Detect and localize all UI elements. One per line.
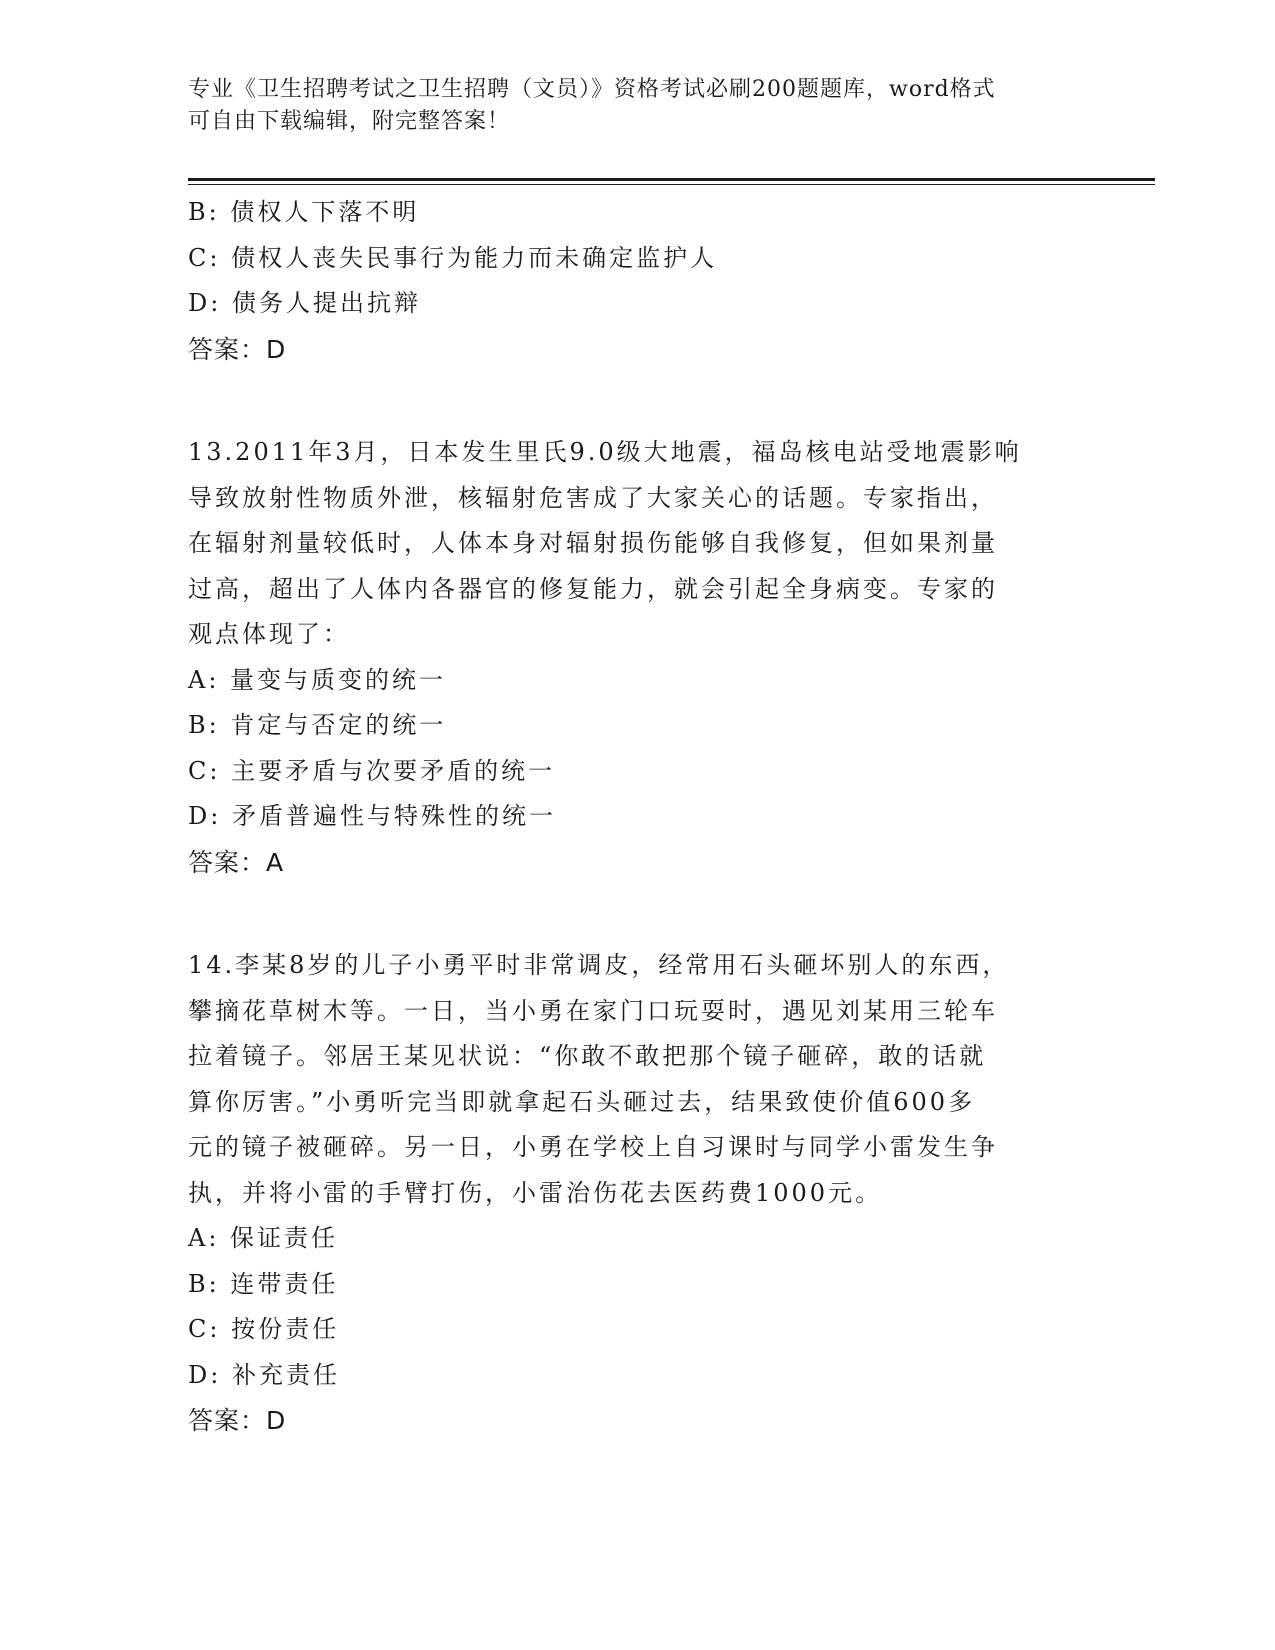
question-13 — [188, 430, 1088, 885]
question-spacer — [188, 885, 1088, 943]
option-d: D: 补充责任 — [188, 1360, 340, 1389]
option-a: A: 量变与质变的统一 — [188, 665, 447, 694]
option-c: C: 按份责任 — [188, 1315, 340, 1343]
document-header — [188, 74, 1068, 138]
question-stem-line: 导致放射性物质外泄，核辐射危害成了大家关心的话题。专家指出， — [188, 483, 998, 512]
option-c: C: 主要矛盾与次要矛盾的统一 — [188, 756, 556, 785]
option-d: D: 债务人提出抗辩 — [188, 289, 421, 317]
header-divider-thick — [188, 178, 1155, 181]
question-12 — [188, 190, 1088, 372]
header-line-2: 可自由下载编辑，附完整答案！ — [188, 109, 511, 134]
option-a: A: 保证责任 — [188, 1224, 339, 1252]
question-stem-line: 过高，超出了人体内各器官的修复能力，就会引起全身病变。专家的 — [188, 574, 998, 603]
question-stem-line: 在辐射剂量较低时，人体本身对辐射损伤能够自我修复，但如果剂量 — [188, 529, 998, 557]
option-b: B: 肯定与否定的统一 — [188, 711, 447, 739]
question-stem-line: 执，并将小雷的手臂打伤，小雷治伤花去医药费1000元。 — [188, 1178, 883, 1207]
answer-line: 答案：D — [188, 1406, 287, 1435]
option-b: B: 连带责任 — [188, 1269, 339, 1298]
question-stem-line: 算你厉害。”小勇听完当即就拿起石头砸过去，结果致使价值600多 — [188, 1087, 976, 1116]
question-stem-line: 14.李某8岁的儿子小勇平时非常调皮，经常用石头砸坏别人的东西， — [188, 951, 1010, 979]
question-stem-line: 攀摘花草树木等。一日，当小勇在家门口玩耍时，遇见刘某用三轮车 — [188, 996, 998, 1025]
question-stem-line: 拉着镜子。邻居王某见状说：“你敢不敢把那个镜子砸碎，敢的话就 — [188, 1042, 987, 1070]
question-stem-line: 观点体现了： — [188, 620, 350, 648]
header-line-1: 专业《卫生招聘考试之卫生招聘（文员）》资格考试必刷200题题库，word格式 — [188, 77, 996, 102]
option-d: D: 矛盾普遍性与特殊性的统一 — [188, 802, 556, 830]
question-spacer — [188, 372, 1088, 430]
option-b: B: 债权人下落不明 — [188, 198, 420, 226]
answer-line: 答案：D — [188, 334, 287, 364]
option-c: C: 债权人丧失民事行为能力而未确定监护人 — [188, 243, 718, 272]
question-stem-line: 元的镜子被砸碎。另一日，小勇在学校上自习课时与同学小雷发生争 — [188, 1133, 998, 1161]
question-14 — [188, 943, 1088, 1444]
question-list — [188, 190, 1088, 1444]
answer-line: 答案：A — [188, 847, 285, 877]
question-stem-line: 13.2011年3月，日本发生里氏9.0级大地震，福岛核电站受地震影响 — [188, 438, 1022, 466]
header-divider-thin — [188, 184, 1155, 185]
